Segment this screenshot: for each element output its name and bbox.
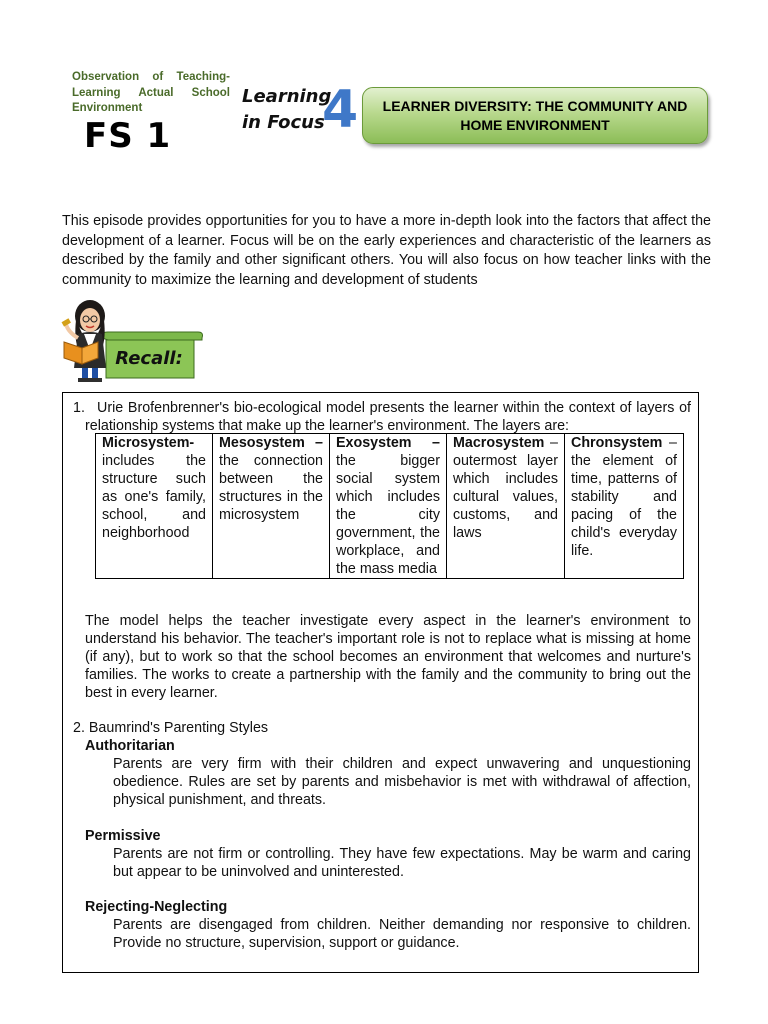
item-1-number: 1. [73,400,85,416]
episode-title-banner [362,87,708,144]
style-desc-permissive: Parents are not firm or controlling. They have few expectations. May be warm and caring but appear to be uninvolved and uninterested. [113,846,691,880]
layer-name: Exosystem [336,435,412,451]
episode-title: LEARNER DIVERSITY: THE COMMUNITY AND HOME ENVIRONMENT [382,97,688,133]
layer-cell-exosystem [330,434,447,579]
style-heading-authoritarian: Authoritarian [85,738,175,754]
intro-paragraph: This episode provides opportunities for you to have a more in-depth look into the factors that affect the development of a learner. Focus will be on the early experiences and characteristic of the learners as described by the family and other significant others. You will also focus on how teacher links with the community to maximize the learning and development of students [62,213,711,288]
item-2-title: 2. Baumrind's Parenting Styles [73,720,269,736]
style-heading-permissive: Permissive [85,828,161,844]
section-label [242,84,331,136]
layer-sep: - [189,435,195,451]
layer-cell-chronsystem [565,434,684,579]
layer-name: Microsystem [102,435,190,451]
table-row [96,434,684,579]
section-label-line2: in Focus [242,112,325,133]
model-paragraph: The model helps the teacher investigate every aspect in the learner's environment to understand his behavior. The teacher's important role is not to replace what is missing at home (if any), but to work so that the school becomes an environment that welcomes and nurture's families. The works to create a partnership with the family and the community to bring out the best in every learner. [85,613,691,701]
layer-cell-macrosystem [447,434,565,579]
layer-desc: the connection between the structures in the microsystem [219,453,323,523]
ecological-layers-table [95,433,684,579]
layer-desc: – outermost layer which includes cultural values, customs, and laws [453,435,558,541]
layer-sep: – [411,435,440,451]
layer-desc: the bigger social system which includes the city government, the workplace, and the mass media [336,453,440,577]
layer-desc: – the element of time, patterns of stability and pacing of the child's everyday life. [571,435,677,559]
layer-sep: – [304,435,323,451]
course-title: Observation of Teaching-Learning Actual School Environment [72,71,230,114]
layer-name: Chronsystem [571,435,663,451]
layer-cell-microsystem [96,434,213,579]
layer-cell-mesosystem [213,434,330,579]
course-code: FS 1 [84,116,172,156]
layer-desc: includes the structure such as one's family, school, and neighborhood [102,453,206,541]
item-1-text: Urie Brofenbrenner's bio-ecological model presents the learner within the context of layers of relationship systems that make up the learner's environment. The layers are: [85,400,691,434]
style-desc-rejecting-neglecting: Parents are disengaged from children. Neither demanding nor responsive to children. Provide no structure, supervision, support or guidance. [113,917,691,951]
item-1 [73,399,691,435]
style-desc-authoritarian: Parents are very firm with their children and expect unwavering and unquestioning obedience. Rules are set by parents and misbehavior is met with withdrawal of affection, physical punishment, and threats. [113,756,691,808]
section-label-line1: Learning [242,86,332,107]
content-box [62,392,699,973]
layer-name: Macrosystem [453,435,545,451]
layer-name: Mesosystem [219,435,305,451]
style-heading-rejecting-neglecting: Rejecting-Neglecting [85,899,228,915]
recall-label: Recall: [115,347,183,369]
section-number: 4 [322,80,359,140]
